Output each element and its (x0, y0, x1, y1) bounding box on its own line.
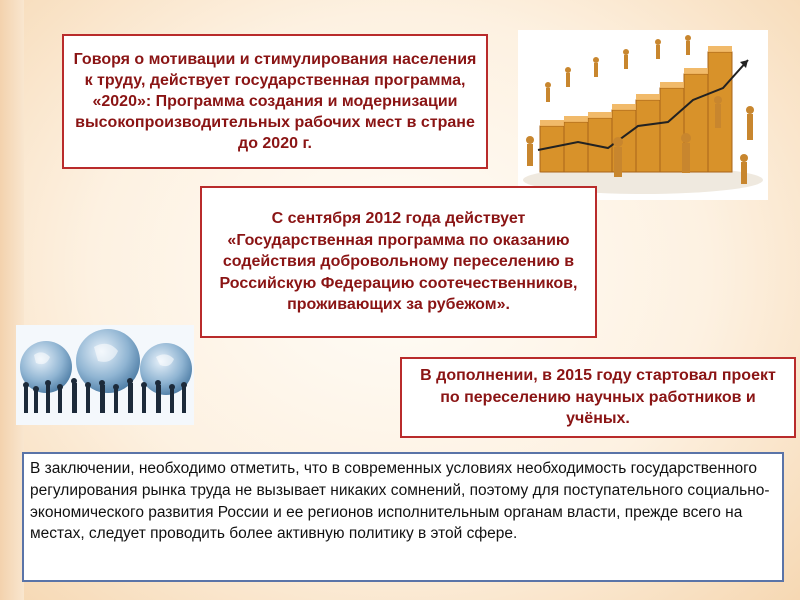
conclusion-box (22, 452, 784, 582)
globes-illustration (16, 325, 194, 425)
scientists-2015-box (400, 357, 796, 438)
resettlement-2012-text: С сентября 2012 года действует «Государственная программа по оказанию содействия добровольному переселению в Российскую Федерацию соотечественников, проживающих за рубежом». (219, 210, 578, 314)
resettlement-2012-box (200, 186, 597, 338)
growth-illustration (518, 30, 768, 200)
left-decor-stripe (0, 0, 24, 600)
program-2020-text: Говоря о мотивации и стимулирования населения к труду, действует государственная программа, «2020»: Программа создания и модернизации высокопроизводительных рабочих мест в стране до 2020 г. (73, 51, 477, 152)
conclusion-text: В заключении, необходимо отметить, что в современных условиях необходимость государственного регулирования рынка труда не вызывает никаких сомнений, поэтому для поступательного социально-экономического развития России и ее регионов исполнительным органам власти, прежде всего на местах, следует проводить более активную политику в этой сфере. (30, 460, 770, 543)
program-2020-box (62, 34, 488, 169)
scientists-2015-text: В дополнении, в 2015 году стартовал проект по переселению научных работников и учёных. (420, 367, 776, 428)
